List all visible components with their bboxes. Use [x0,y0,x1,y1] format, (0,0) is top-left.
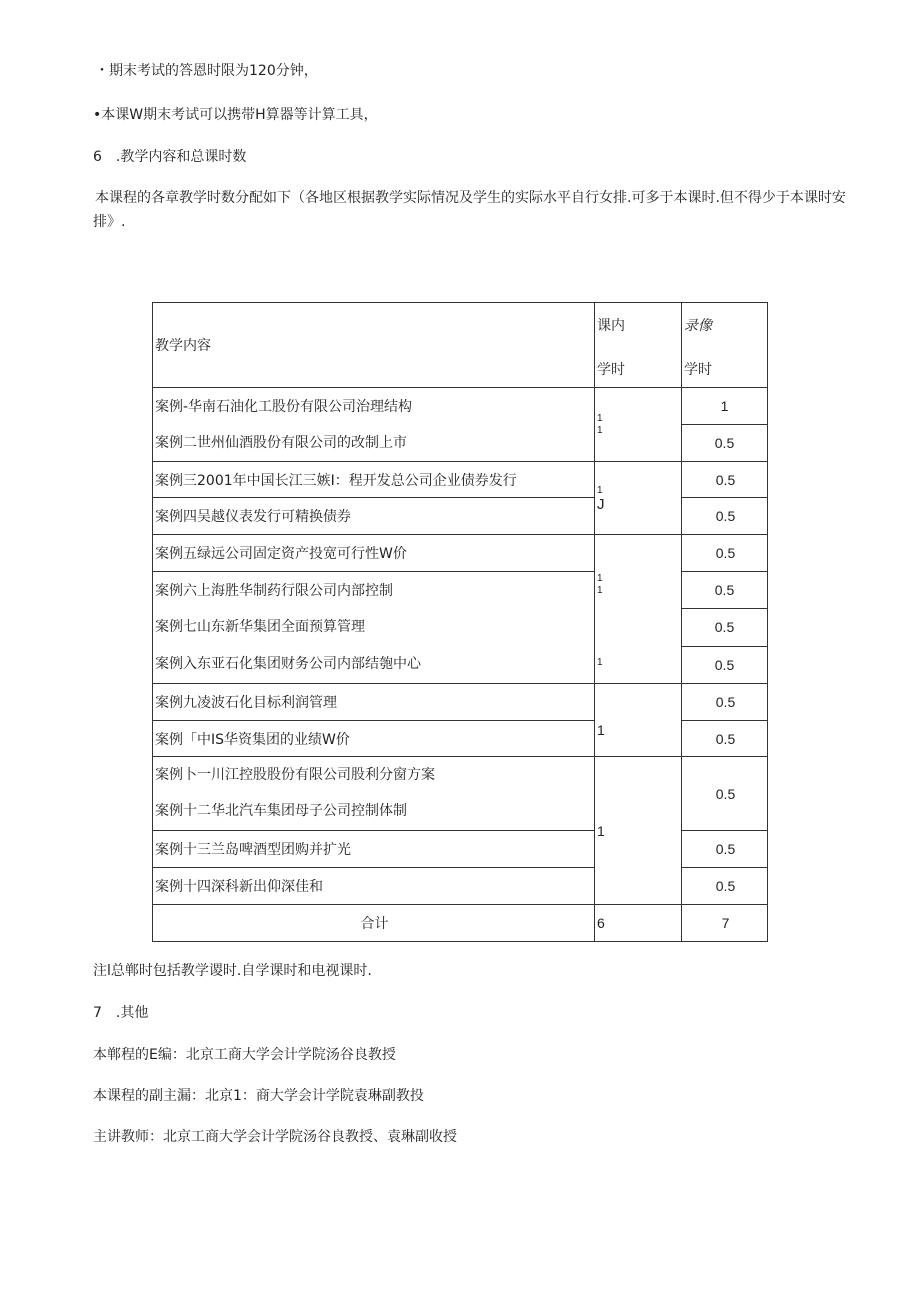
video-hours: 0.5 [682,535,768,572]
header-video-hours: 录像 学时 [682,303,768,388]
header-content: 教学内容 [153,303,595,388]
table-row: 案例三2001年中国长江三嫉I：程开发总公司企业债券发行 [153,462,595,498]
bullet-exam-time: ・期末考试的答恩时限为120分钟， [95,63,318,79]
class-hours-group-4: 1 [595,684,682,757]
teaching-hours-table [152,302,768,942]
total-label: 合计 [153,905,595,942]
table-row: 案例「中IS华资集团的业绩W价 [153,721,595,757]
class-hours-group-1: 1 1 [595,388,682,462]
chief-editor: 本郸程的E编：北京工商大学会计学院汤谷良教授 [93,1047,396,1063]
video-hours: 0.5 0.5 0.5 [682,572,768,684]
intro-paragraph: 本课程的各章教学时数分配如下（各地区根据教学实际情况及学生的实际水平自行女排.可多于本课时.但不得少于本课时安排》. [93,190,846,230]
table-note: 注l总郸时包括教学谡时.自学课时和电视课时. [93,963,372,979]
video-hours: 0.5 [682,462,768,498]
table-row: 案例六上海胜华制药行限公司内部控制 案例七山东新华集团全面预算管理 案例入东亚石化集团财务公司内部结匏中心 [153,572,595,684]
video-hours-group-1: 1 0.5 [682,388,768,462]
video-hours: 0.5 [682,868,768,905]
section-6-heading: 6 .教学内容和总课时数 [93,149,247,165]
total-class-hours: 6 [595,905,682,942]
bullet-calculator: •本课W期末考试可以携带H算器等计算工具， [93,107,378,123]
section-7-heading: 7 .其他 [93,1005,149,1021]
table-row: 案例十三兰岛啤酒型团购并扩光 [153,831,595,868]
video-hours: 0.5 [682,757,768,831]
table-row: 案例卜一川江控股股份有限公司股利分窗方案 案例十二华北汽车集团母子公司控制体制 [153,757,595,831]
class-hours-group-2: 1 J [595,462,682,535]
table-row: 案例九凌波石化目标利润管理 [153,684,595,721]
video-hours: 0.5 [682,831,768,868]
total-video-hours: 7 [682,905,768,942]
video-hours: 0.5 [682,684,768,721]
class-hours-group-5: 1 [595,757,682,905]
deputy-editor: 本课程的副主漏：北京1：商大学会计学院袁琳副教投 [93,1088,424,1104]
table-row: 案例五绿远公司固定资产投宽可行性W价 [153,535,595,572]
video-hours: 0.5 [682,721,768,757]
table-row: 案例十四深科新出仰深佳和 [153,868,595,905]
class-hours-group-3: 1 1 1 [595,535,682,684]
table-row: 案例四吴越仪表发行可精换债券 [153,498,595,535]
table-row: 案例-华南石油化工股份有限公司治理结构 案例二世州仙酒股份有限公司的改制上市 [153,388,595,462]
video-hours: 0.5 [682,498,768,535]
lecturers: 主讲教师：北京工商大学会计学院汤谷良教授、袁琳副收授 [93,1129,457,1145]
header-class-hours: 课内 学时 [595,303,682,388]
